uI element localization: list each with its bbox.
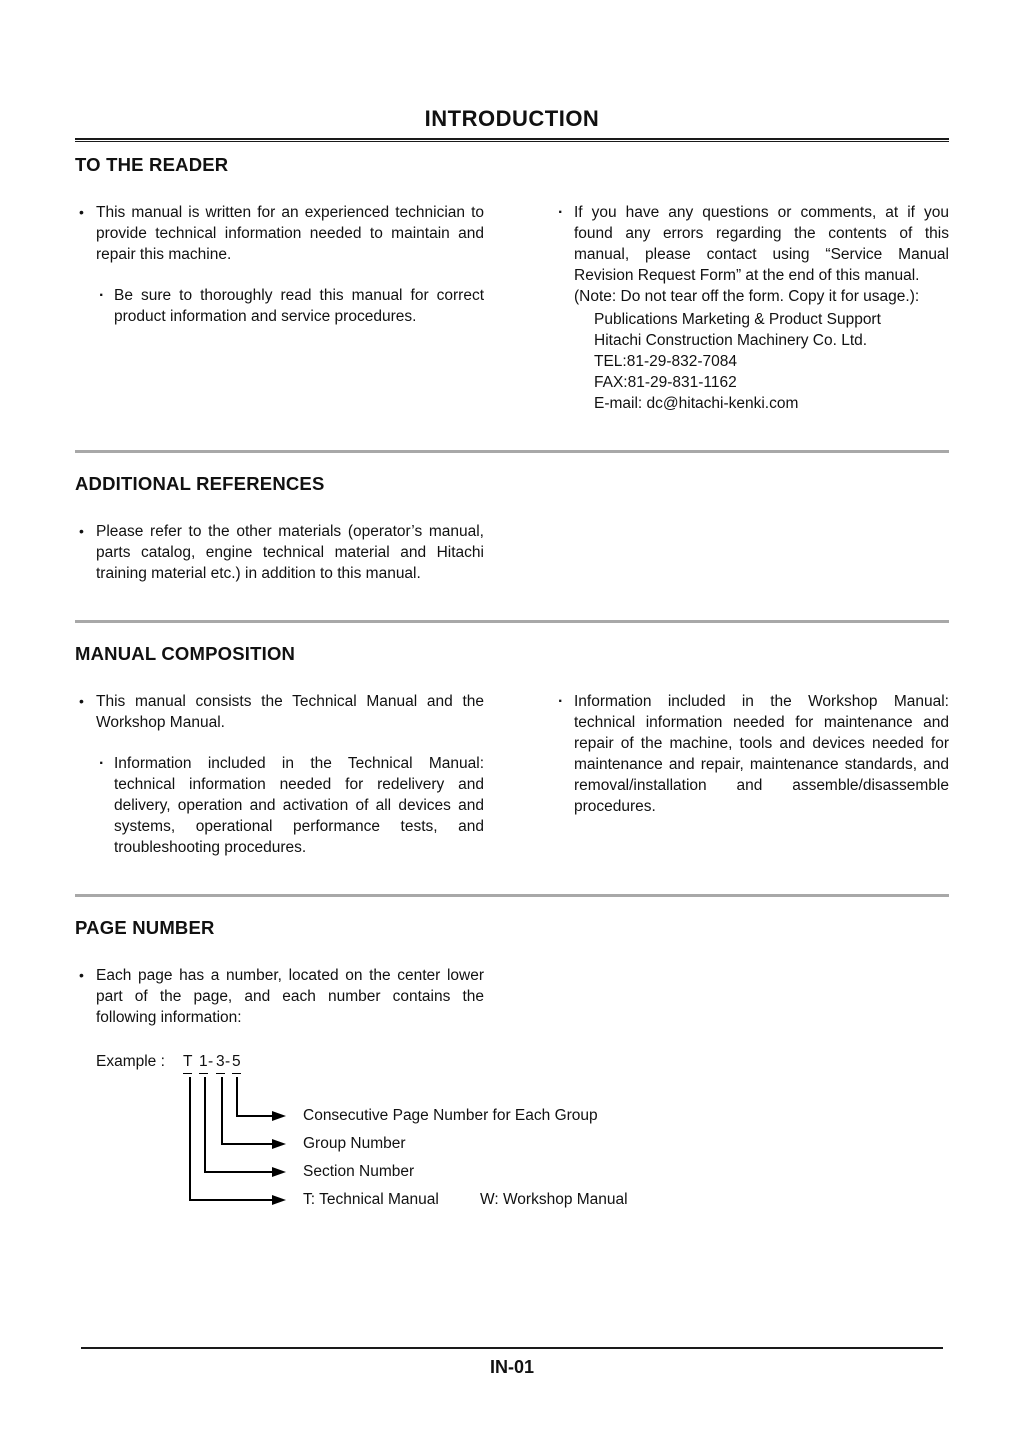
two-column-body	[75, 521, 949, 584]
contact-line: Publications Marketing & Product Support	[594, 311, 881, 328]
dot-bullet-icon: ·	[558, 204, 564, 221]
bullet-icon: •	[79, 693, 84, 709]
arrow-right-icon	[272, 1195, 286, 1205]
example-label: Example :	[96, 1053, 165, 1070]
section-page-number	[75, 905, 949, 1219]
example-part-3: 3	[216, 1052, 225, 1074]
section-to-the-reader	[75, 142, 949, 414]
arrow-right-icon	[272, 1111, 286, 1121]
bullet-icon: •	[79, 204, 84, 220]
bullet-icon: •	[79, 967, 84, 983]
list-item	[75, 521, 484, 584]
diagram-label-group-number: Group Number	[303, 1135, 406, 1152]
section-heading-page-number: PAGE NUMBER	[75, 917, 215, 938]
diagram-line	[204, 1171, 272, 1173]
section-heading-to-the-reader: TO THE READER	[75, 154, 229, 175]
list-subitem	[75, 753, 484, 858]
section-divider	[75, 620, 949, 623]
example-part-t: T	[183, 1052, 192, 1074]
contact-line-fax: FAX:81-29-831-1162	[594, 374, 737, 391]
arrow-right-icon	[272, 1167, 286, 1177]
two-column-body	[75, 691, 949, 858]
list-item	[75, 965, 484, 1028]
paragraph: If you have any questions or comments, at if you found any errors regarding the contents of this manual, please contact using “Service Manual Revision Request Form” at the end of this manual.	[574, 204, 949, 284]
diagram-label-consecutive-page: Consecutive Page Number for Each Group	[303, 1107, 598, 1124]
dot-bullet-icon: ·	[558, 693, 564, 710]
diagram-line	[221, 1143, 272, 1145]
list-subitem	[75, 285, 484, 327]
arrow-right-icon	[272, 1139, 286, 1149]
paragraph: This manual consists the Technical Manual and the Workshop Manual.	[96, 693, 484, 731]
page-number-footer: IN-01	[489, 1357, 534, 1377]
paragraph: Please refer to the other materials (operator’s manual, parts catalog, engine technical material and Hitachi training material etc.) in addition to this manual.	[96, 523, 484, 582]
left-column	[75, 965, 484, 1028]
list-item	[75, 202, 484, 265]
page-number-diagram	[75, 1077, 949, 1219]
dot-bullet-icon: ·	[99, 287, 105, 304]
two-column-body	[75, 965, 949, 1028]
section-additional-references	[75, 461, 949, 584]
example-hyphen: -	[225, 1053, 231, 1070]
left-column	[75, 521, 484, 584]
right-column	[540, 202, 949, 414]
diagram-label-section-number: Section Number	[303, 1163, 415, 1180]
section-heading-manual-composition: MANUAL COMPOSITION	[75, 643, 296, 664]
diagram-line	[221, 1077, 223, 1145]
diagram-label-technical-manual: T: Technical Manual	[303, 1191, 439, 1208]
contact-text-block	[574, 202, 949, 414]
footer-divider	[81, 1347, 943, 1349]
diagram-label-workshop-manual: W: Workshop Manual	[480, 1191, 628, 1208]
paragraph: Information included in the Technical Manual: technical information needed for redelivery and delivery, operation and activation of all devices and systems, operational performance tests, and troubleshooting procedures.	[114, 755, 484, 856]
list-item	[540, 691, 949, 817]
diagram-line	[189, 1077, 191, 1201]
note-paragraph: (Note: Do not tear off the form. Copy it for usage.):	[574, 288, 920, 305]
diagram-line	[189, 1199, 272, 1201]
example-part-5: 5	[232, 1052, 241, 1074]
section-heading-additional-references: ADDITIONAL REFERENCES	[75, 473, 325, 494]
bullet-icon: •	[79, 523, 84, 539]
page-title: INTRODUCTION	[424, 106, 600, 131]
page-number-example	[75, 1052, 949, 1076]
paragraph: This manual is written for an experienced technician to provide technical information needed to maintain and repair this machine.	[96, 204, 484, 263]
two-column-body	[75, 202, 949, 414]
left-column	[75, 202, 484, 327]
section-divider	[75, 450, 949, 453]
contact-block	[574, 309, 949, 414]
diagram-line	[236, 1115, 272, 1117]
contact-line-email: E-mail: dc@hitachi-kenki.com	[594, 395, 799, 412]
diagram-line	[204, 1077, 206, 1173]
dot-bullet-icon: ·	[99, 755, 105, 772]
left-column	[75, 691, 484, 858]
paragraph: Each page has a number, located on the center lower part of the page, and each number contains the following information:	[96, 967, 484, 1026]
section-divider	[75, 894, 949, 897]
contact-line: Hitachi Construction Machinery Co. Ltd.	[594, 332, 868, 349]
section-manual-composition	[75, 631, 949, 858]
paragraph: Be sure to thoroughly read this manual for correct product information and service procedures.	[114, 287, 484, 325]
contact-line-tel: TEL:81-29-832-7084	[594, 353, 738, 370]
example-part-1: 1	[199, 1052, 208, 1074]
diagram-line	[236, 1077, 238, 1117]
paragraph: Information included in the Workshop Manual: technical information needed for maintenance and repair of the machine, tools and devices needed for maintenance and repair, maintenance standards, and removal/installation and assemble/disassemble procedures.	[574, 693, 949, 815]
page-footer	[75, 1347, 949, 1448]
list-item	[540, 202, 949, 414]
right-column	[540, 691, 949, 817]
list-item	[75, 691, 484, 733]
example-hyphen: -	[208, 1053, 214, 1070]
